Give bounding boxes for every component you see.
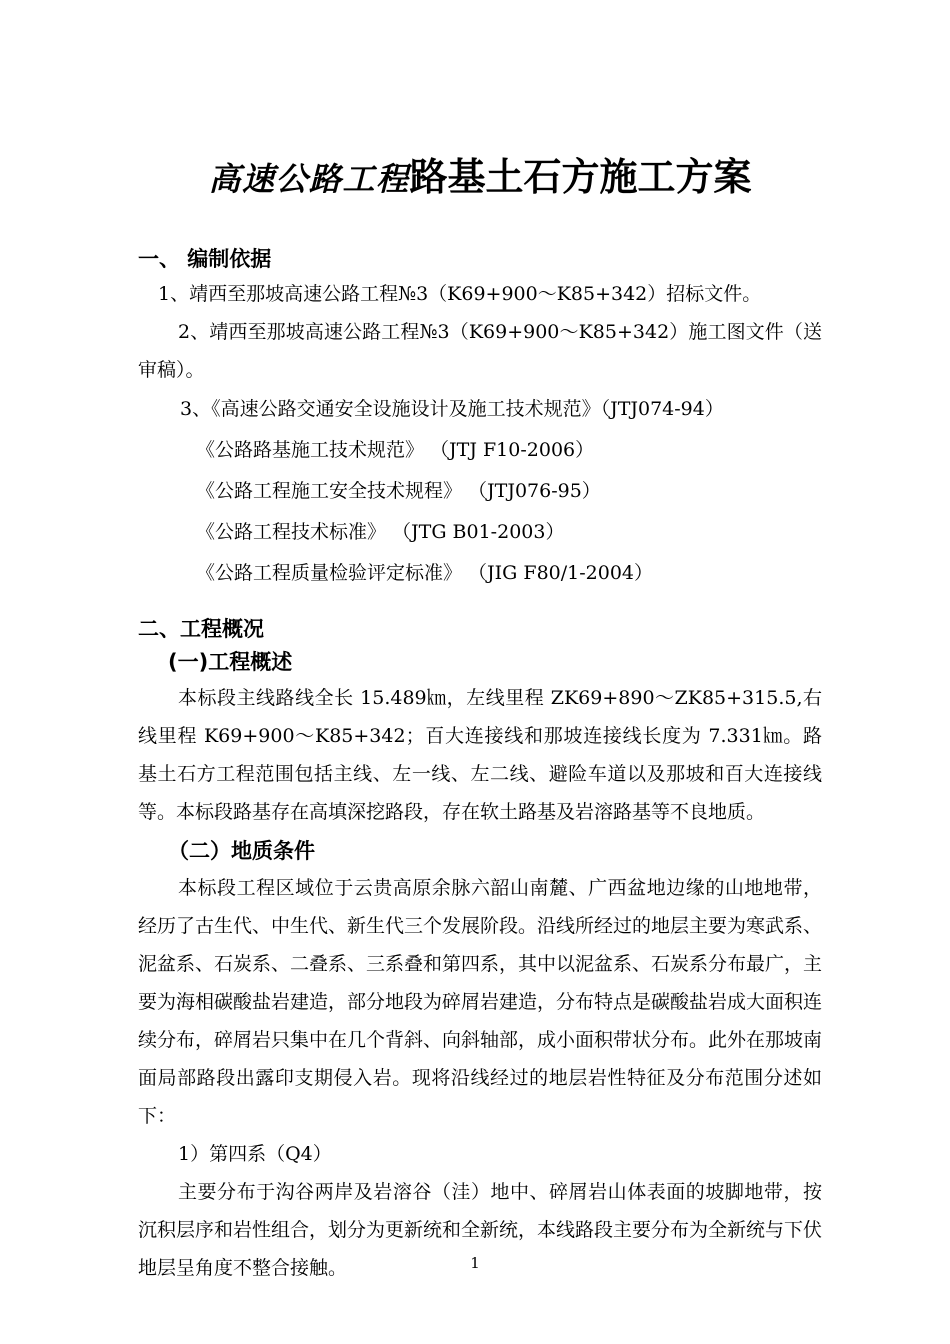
section-heading-one: 一、 编制依据 [138,246,272,271]
page-number: 1 [470,1254,480,1272]
page-title-script-part: 高速公路工程 [208,160,410,198]
page-title-main-part: 路基土石方施工方案 [409,155,752,199]
standard-item-4: 《公路工程质量检验评定标准》 （JIG F80/1-2004） [196,562,654,585]
basis-item-3: 3、《高速公路交通安全设施设计及施工技术规范》（JTJ074-94） [180,398,724,421]
standard-item-1: 《公路路基施工技术规范》 （JTJ F10-2006） [196,439,595,462]
basis-item-2: 2、靖西至那坡高速公路工程№3（K69+900～K85+342）施工图文件（送审稿）。 [138,321,822,382]
basis-item-1: 1、靖西至那坡高速公路工程№3（K69+900～K85+342）招标文件。 [158,283,762,306]
standard-item-2: 《公路工程施工安全技术规程》 （JTJ076-95） [196,480,601,503]
geology-item-label: 1）第四系（Q4） [178,1143,332,1166]
subsection-heading-overview: (一)工程概述 [168,649,293,674]
overview-body: 本标段主线路线全长 15.489㎞，左线里程 ZK69+890～ZK85+315.5,右线里程 K69+900～K85+342；百大连接线和那坡连接线长度为 7.331㎞。路基土石方工程范围包括主线、左一线、左二线、避险车道以及那坡和百大连接线等。本标段路基存在高填深挖路段，存在软土路基及岩溶路基等不良地质。 [138,687,822,824]
page-title [138,155,822,199]
standard-item-3: 《公路工程技术标准》 （JTG B01-2003） [196,521,565,544]
section-heading-two: 二、工程概况 [138,617,264,642]
geology-body: 本标段工程区域位于云贵高原余脉六韶山南麓、广西盆地边缘的山地地带，经历了古生代、中生代、新生代三个发展阶段。沿线所经过的地层主要为寒武系、泥盆系、石炭系、二叠系、三系叠和第四系，其中以泥盆系、石炭系分布最广，主要为海相碳酸盐岩建造，部分地段为碎屑岩建造，分布特点是碳酸盐岩成大面积连续分布，碎屑岩只集中在几个背斜、向斜轴部，成小面积带状分布。此外在那坡南面局部路段出露印支期侵入岩。现将沿线经过的地层岩性特征及分布范围分述如下： [138,877,823,1128]
page-content [138,0,822,1287]
geology-item-body: 主要分布于沟谷两岸及岩溶谷（洼）地中、碎屑岩山体表面的坡脚地带，按沉积层序和岩性组合，划分为更新统和全新统，本线路段主要分布为全新统与下伏地层呈角度不整合接触。 [138,1181,823,1280]
subsection-heading-geology: （二）地质条件 [168,839,315,864]
